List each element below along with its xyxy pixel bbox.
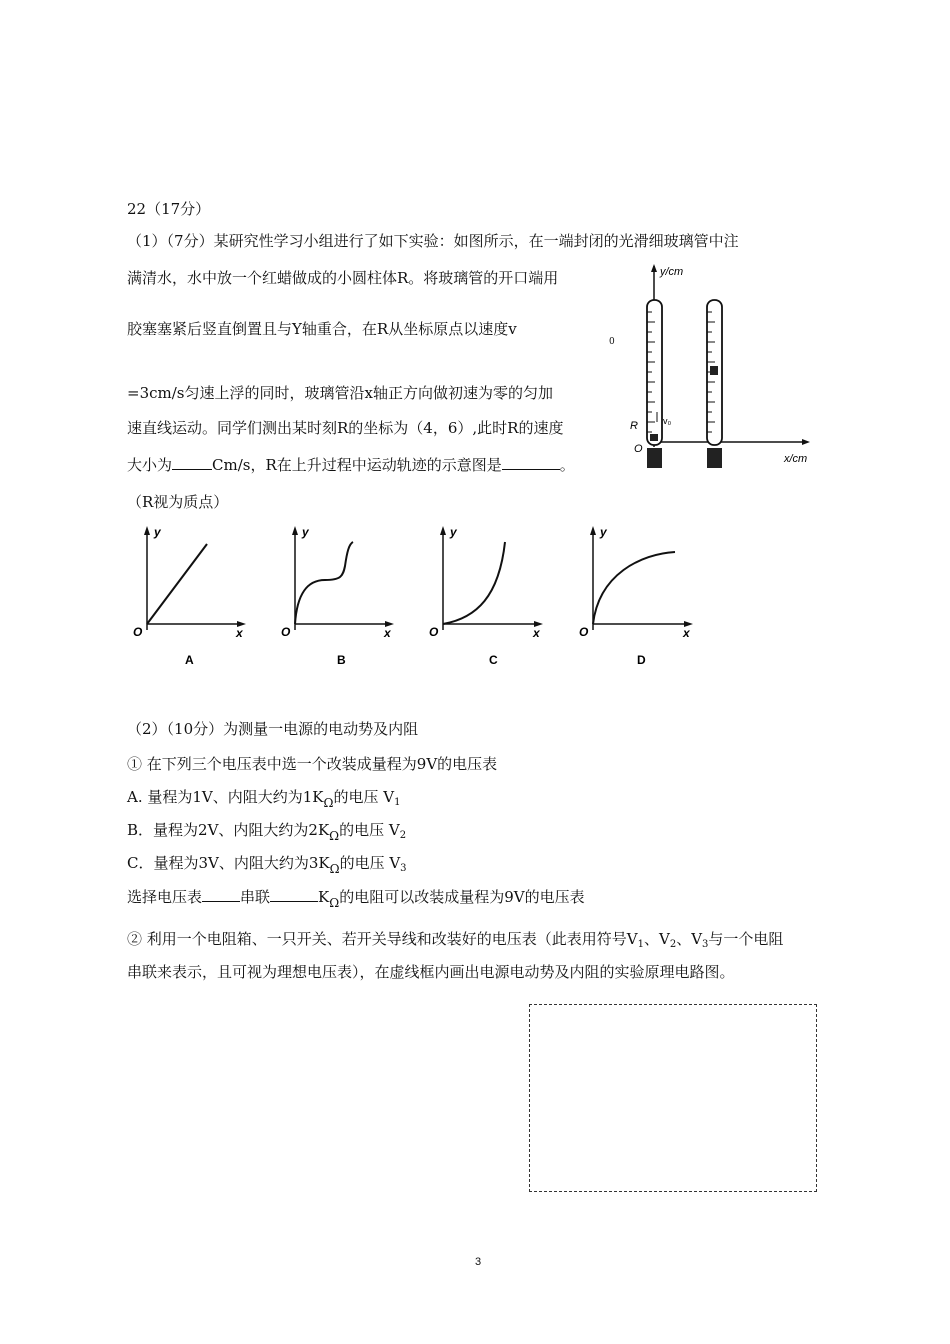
part1-intro: （1）（7分）某研究性学习小组进行了如下实验：如图所示，在一端封闭的光滑细玻璃管中注 bbox=[127, 232, 739, 250]
part2-intro: （2）（10分）为测量一电源的电动势及内阻 bbox=[127, 720, 419, 738]
graph-d-origin: O bbox=[579, 625, 589, 639]
graph-a-x-label: x bbox=[236, 626, 243, 640]
graph-b-label: B bbox=[337, 653, 346, 667]
trajectory-graph-b bbox=[275, 522, 405, 672]
graph-d-x-label: x bbox=[683, 626, 690, 640]
page-number: 3 bbox=[475, 1256, 482, 1268]
wax-block-initial bbox=[650, 434, 658, 441]
option-a: A. 量程为1V、内阻大约为$1K_\Omega$的电压 $V_1$ bbox=[127, 788, 401, 810]
trajectory-answer-blank bbox=[502, 454, 560, 470]
part2-step2-line2: 串联来表示，且可视为理想电压表），在虚线框内画出电源电动势及内阻的实验原理电路图。 bbox=[127, 963, 735, 981]
tube-v0-label: v₀ bbox=[663, 416, 672, 426]
tube-origin-label: O bbox=[634, 443, 643, 455]
circuit-drawing-box[interactable] bbox=[529, 1004, 817, 1192]
tube-figure bbox=[620, 262, 830, 472]
glass-tube-moved bbox=[707, 300, 722, 468]
trajectory-graph-a bbox=[125, 522, 255, 672]
graph-d-label: D bbox=[637, 653, 646, 667]
graph-b-x-label: x bbox=[384, 626, 391, 640]
part2-step2-line1: ② 利用一个电阻箱、一只开关、若开关导线和改装好的电压表（此表用符号$V_1$、$V_2$、$V_3$与一个电阻 bbox=[127, 930, 784, 950]
graph-a-y-label: y bbox=[154, 525, 161, 539]
graph-b-y-label: y bbox=[302, 525, 309, 539]
voltmeter-choice-blank bbox=[202, 886, 240, 902]
graph-c-label: C bbox=[489, 653, 498, 667]
part1-line3: 胶塞塞紧后竖直倒置且与Y轴重合，在R从坐标原点以速度v bbox=[127, 320, 517, 338]
graph-c-origin: O bbox=[429, 625, 439, 639]
part2-step1: ① 在下列三个电压表中选一个改装成量程为9V的电压表 bbox=[127, 755, 498, 773]
glass-tube-initial bbox=[647, 300, 662, 468]
question-number: 22（17分） bbox=[127, 200, 211, 218]
selection-line: 选择电压表 串联 $K_\Omega$的电阻可以改装成量程为9V的电压表 bbox=[127, 888, 585, 910]
speed-answer-blank bbox=[172, 454, 212, 470]
trajectory-graph-d bbox=[575, 522, 705, 672]
tube-r-label: R bbox=[630, 420, 638, 432]
option-c: C．量程为3V、内阻大约为$3K_\Omega$的电压 $V_3$ bbox=[127, 854, 407, 876]
option-b: B．量程为2V、内阻大约为$2K_\Omega$的电压 $V_2$ bbox=[127, 821, 407, 843]
trajectory-graph-c bbox=[425, 522, 555, 672]
graph-d-y-label: y bbox=[600, 525, 607, 539]
graph-c-x-label: x bbox=[533, 626, 540, 640]
tube-y-label: y/cm bbox=[660, 266, 684, 278]
part1-line6: 大小为 Cm/s，R在上升过程中运动轨迹的示意图是 。 bbox=[127, 456, 575, 474]
tube-x-label: x/cm bbox=[784, 453, 808, 465]
graph-a-label: A bbox=[185, 653, 194, 667]
resistance-blank bbox=[270, 886, 318, 902]
part1-line5: 速直线运动。同学们测出某时刻R的坐标为（4，6）,此时R的速度 bbox=[127, 419, 564, 437]
part1-note: （R视为质点） bbox=[127, 493, 229, 511]
wax-block-moved bbox=[710, 366, 718, 375]
graph-c-y-label: y bbox=[450, 525, 457, 539]
v0-subscript: 0 bbox=[609, 337, 615, 347]
part1-line4: =3cm/s匀速上浮的同时，玻璃管沿x轴正方向做初速为零的匀加 bbox=[127, 384, 553, 402]
part1-line2: 满清水，水中放一个红蜡做成的小圆柱体R。将玻璃管的开口端用 bbox=[127, 269, 559, 287]
graph-a-origin: O bbox=[133, 625, 143, 639]
graph-b-origin: O bbox=[281, 625, 291, 639]
